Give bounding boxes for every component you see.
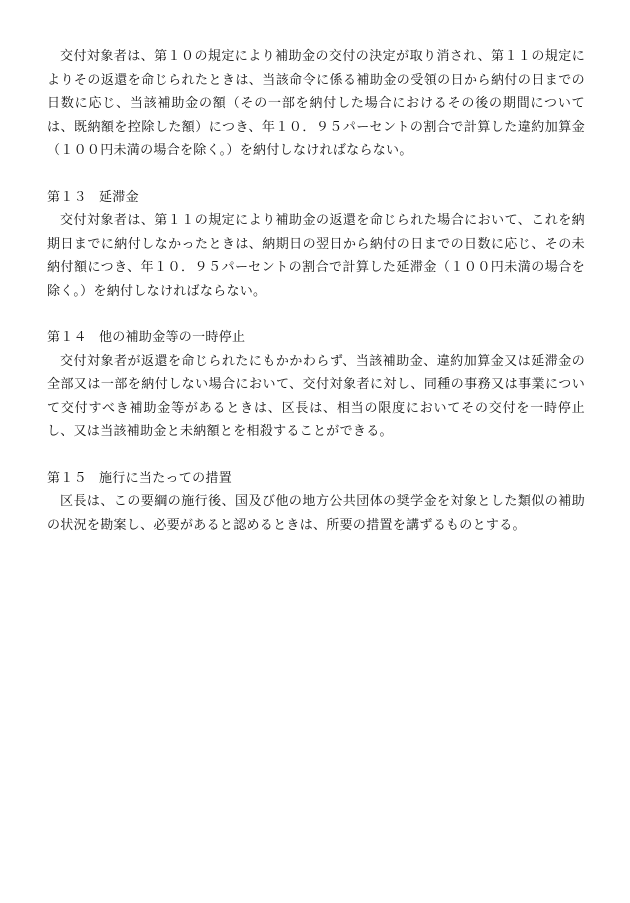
section-14-body: 交付対象者が返還を命じられたにもかかわらず、当該補助金、違約加算金又は延滞金の全部又は一部を納付しない場合において、交付対象者に対し、同種の事務又は事業について交付すべき補助金等があるときは、区長は、相当の限度においてその交付を一時停止し、又は当該補助金と未納額とを相殺することができる。 <box>47 353 585 439</box>
section-13 <box>47 186 585 304</box>
intro-paragraph: 交付対象者は、第１０の規定により補助金の交付の決定が取り消され、第１１の規定によりその返還を命じられたときは、当該命令に係る補助金の受領の日から納付の日までの日数に応じ、当該補助金の額（その一部を納付した場合におけるその後の期間については、既納額を控除した額）につき、年１０．９５パーセントの割合で計算した違約加算金（１００円未満の場合を除く。）を納付しなければならない。 <box>47 49 585 158</box>
section-15-title: 施行に当たっての措置 <box>99 470 233 486</box>
section-15-body: 区長は、この要綱の施行後、国及び他の地方公共団体の奨学金を対象とした類似の補助の状況を勘案し、必要があると認めるときは、所要の措置を講ずるものとする。 <box>47 494 585 533</box>
section-15-heading <box>47 467 585 491</box>
section-14 <box>47 326 585 444</box>
section-14-number: 第１４ <box>47 330 87 345</box>
section-13-heading <box>47 186 585 210</box>
section-13-number: 第１３ <box>47 189 87 205</box>
section-13-title: 延滞金 <box>99 189 139 205</box>
section-13-body: 交付対象者は、第１１の規定により補助金の返還を命じられた場合において、これを納期日までに納付しなかったときは、納期日の翌日から納付の日までの日数に応じ、その未納付額につき、年１０．９５パーセントの割合で計算した延滞金（１００円未満の場合を除く。）を納付しなければならない。 <box>47 213 585 299</box>
document-page <box>47 45 585 537</box>
section-15 <box>47 467 585 538</box>
section-14-title: 他の補助金等の一時停止 <box>99 330 246 345</box>
section-15-number: 第１５ <box>47 470 87 486</box>
section-14-heading <box>47 326 585 350</box>
